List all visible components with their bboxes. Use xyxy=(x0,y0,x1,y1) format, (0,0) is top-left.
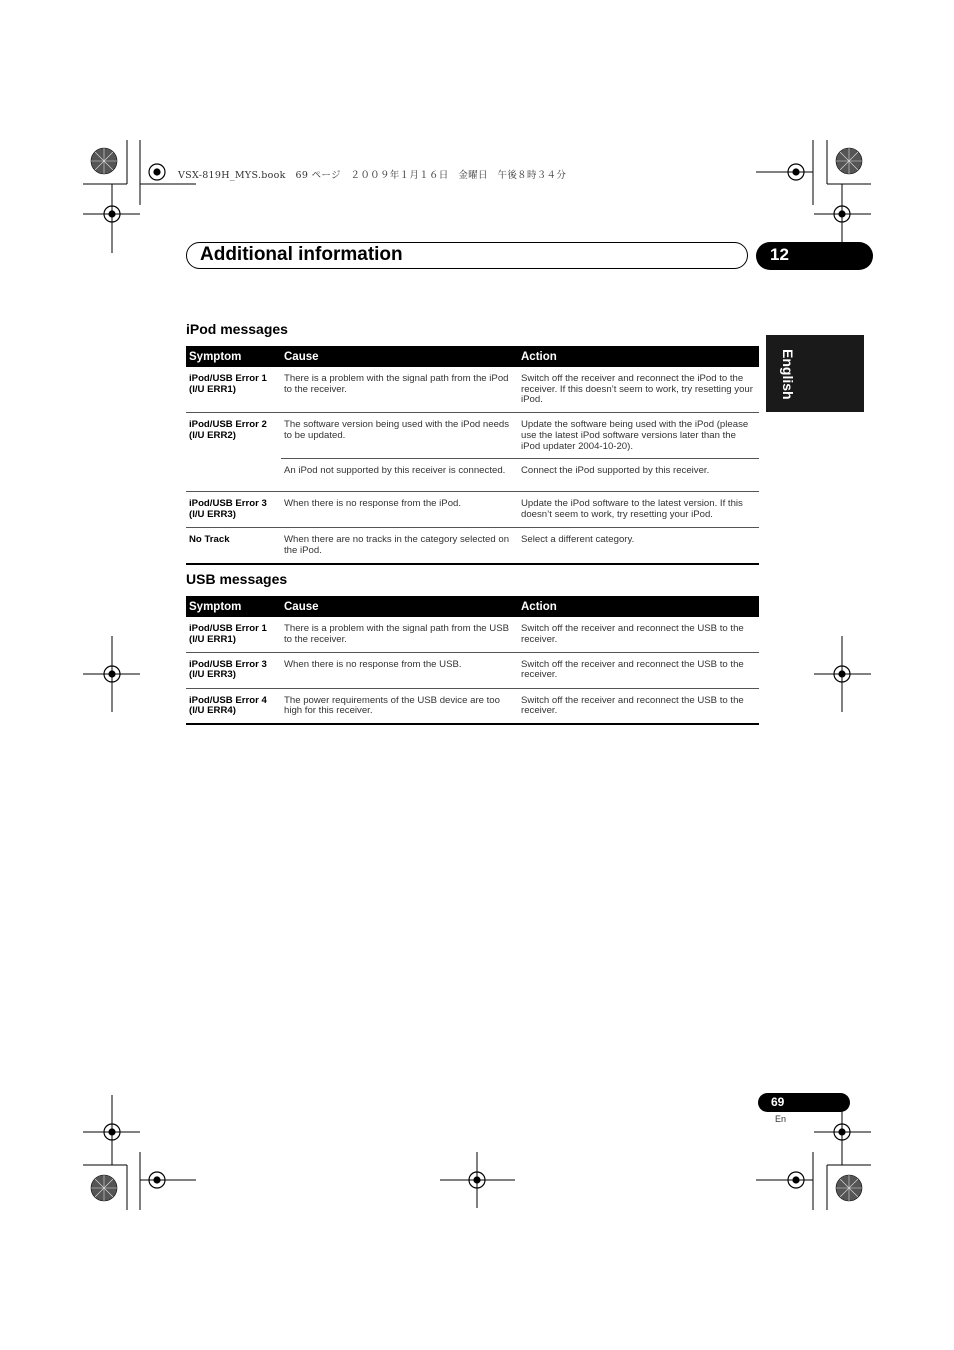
table-row xyxy=(186,652,759,688)
chapter-title: Additional information xyxy=(200,244,403,265)
action-cell: Switch off the receiver and reconnect the iPod to the receiver. If this doesn’t seem to work, try resetting your iPod. xyxy=(521,373,753,406)
table-row xyxy=(186,367,759,413)
symptom-cell xyxy=(186,617,281,652)
symptom-cell xyxy=(186,459,281,492)
cause-cell: The software version being used with the iPod needs to be updated. xyxy=(281,413,518,459)
symptom-code: (I/U ERR1) xyxy=(189,383,236,395)
cause-cell: There is a problem with the signal path from the iPod to the receiver. xyxy=(284,373,509,395)
table-row xyxy=(186,492,759,528)
column-header-cause: Cause xyxy=(281,346,518,367)
cause-cell: When there is no response from the USB. xyxy=(281,652,518,688)
action-cell: Switch off the receiver and reconnect the USB to the receiver. xyxy=(518,652,759,688)
table-row xyxy=(186,688,759,724)
action-cell: Switch off the receiver and reconnect the USB to the receiver. xyxy=(521,623,744,645)
table-row xyxy=(186,413,759,459)
symptom-cell xyxy=(186,652,281,688)
symptom-code: (I/U ERR2) xyxy=(189,429,236,441)
column-header-action: Action xyxy=(518,596,759,617)
cause-cell: There is a problem with the signal path from the USB to the receiver. xyxy=(284,623,510,645)
symptom-name: iPod/USB Error 4 xyxy=(189,694,267,706)
symptom-name: iPod/USB Error 1 xyxy=(189,623,267,634)
language-tab-label: English xyxy=(780,349,796,400)
cause-cell: When there is no response from the iPod. xyxy=(281,492,518,528)
chapter-number: 12 xyxy=(770,245,789,264)
ipod-section-title: iPod messages xyxy=(186,321,288,337)
column-header-action: Action xyxy=(518,346,759,367)
symptom-cell xyxy=(186,688,281,724)
page-number: 69 xyxy=(771,1095,785,1109)
action-cell: Select a different category. xyxy=(518,528,759,564)
action-cell: Update the software being used with the iPod (please use the latest iPod software versions later than the iPod updater 2004-10-20). xyxy=(518,413,759,459)
action-cell: Update the iPod software to the latest version. If this doesn’t seem to work, try resetting your iPod. xyxy=(518,492,759,528)
symptom-code: (I/U ERR1) xyxy=(189,633,236,645)
table-row xyxy=(186,459,759,492)
usb-section-title: USB messages xyxy=(186,571,288,587)
cause-cell: The power requirements of the USB device are too high for this receiver. xyxy=(281,688,518,724)
symptom-cell: No Track xyxy=(186,528,281,564)
print-header: VSX-819H_MYS.book 69 ページ ２００９年１月１６日 金曜日 午後８時３４分 xyxy=(178,170,567,181)
table-row xyxy=(186,617,759,652)
column-header-symptom: Symptom xyxy=(186,346,281,367)
symptom-name: iPod/USB Error 3 xyxy=(189,658,267,670)
action-cell: Connect the iPod supported by this receiver. xyxy=(518,459,759,492)
column-header-symptom: Symptom xyxy=(186,596,281,617)
table-header-row xyxy=(186,346,759,367)
cause-cell: When there are no tracks in the category selected on the iPod. xyxy=(281,528,518,564)
symptom-cell xyxy=(186,367,281,413)
usb-messages-table xyxy=(186,596,759,725)
table-header-row xyxy=(186,596,759,617)
symptom-cell xyxy=(186,413,281,459)
symptom-code: (I/U ERR3) xyxy=(189,669,236,681)
table-row xyxy=(186,528,759,564)
action-cell: Switch off the receiver and reconnect the USB to the receiver. xyxy=(518,688,759,724)
ipod-messages-table xyxy=(186,346,759,565)
symptom-name: iPod/USB Error 2 xyxy=(189,419,267,431)
symptom-name: iPod/USB Error 3 xyxy=(189,498,267,510)
symptom-code: (I/U ERR3) xyxy=(189,509,236,521)
column-header-cause: Cause xyxy=(281,596,518,617)
cause-cell: An iPod not supported by this receiver is connected. xyxy=(281,459,518,492)
symptom-cell xyxy=(186,492,281,528)
symptom-code: (I/U ERR4) xyxy=(189,705,236,717)
symptom-name: iPod/USB Error 1 xyxy=(189,373,267,384)
page-language-code: En xyxy=(775,1114,787,1124)
